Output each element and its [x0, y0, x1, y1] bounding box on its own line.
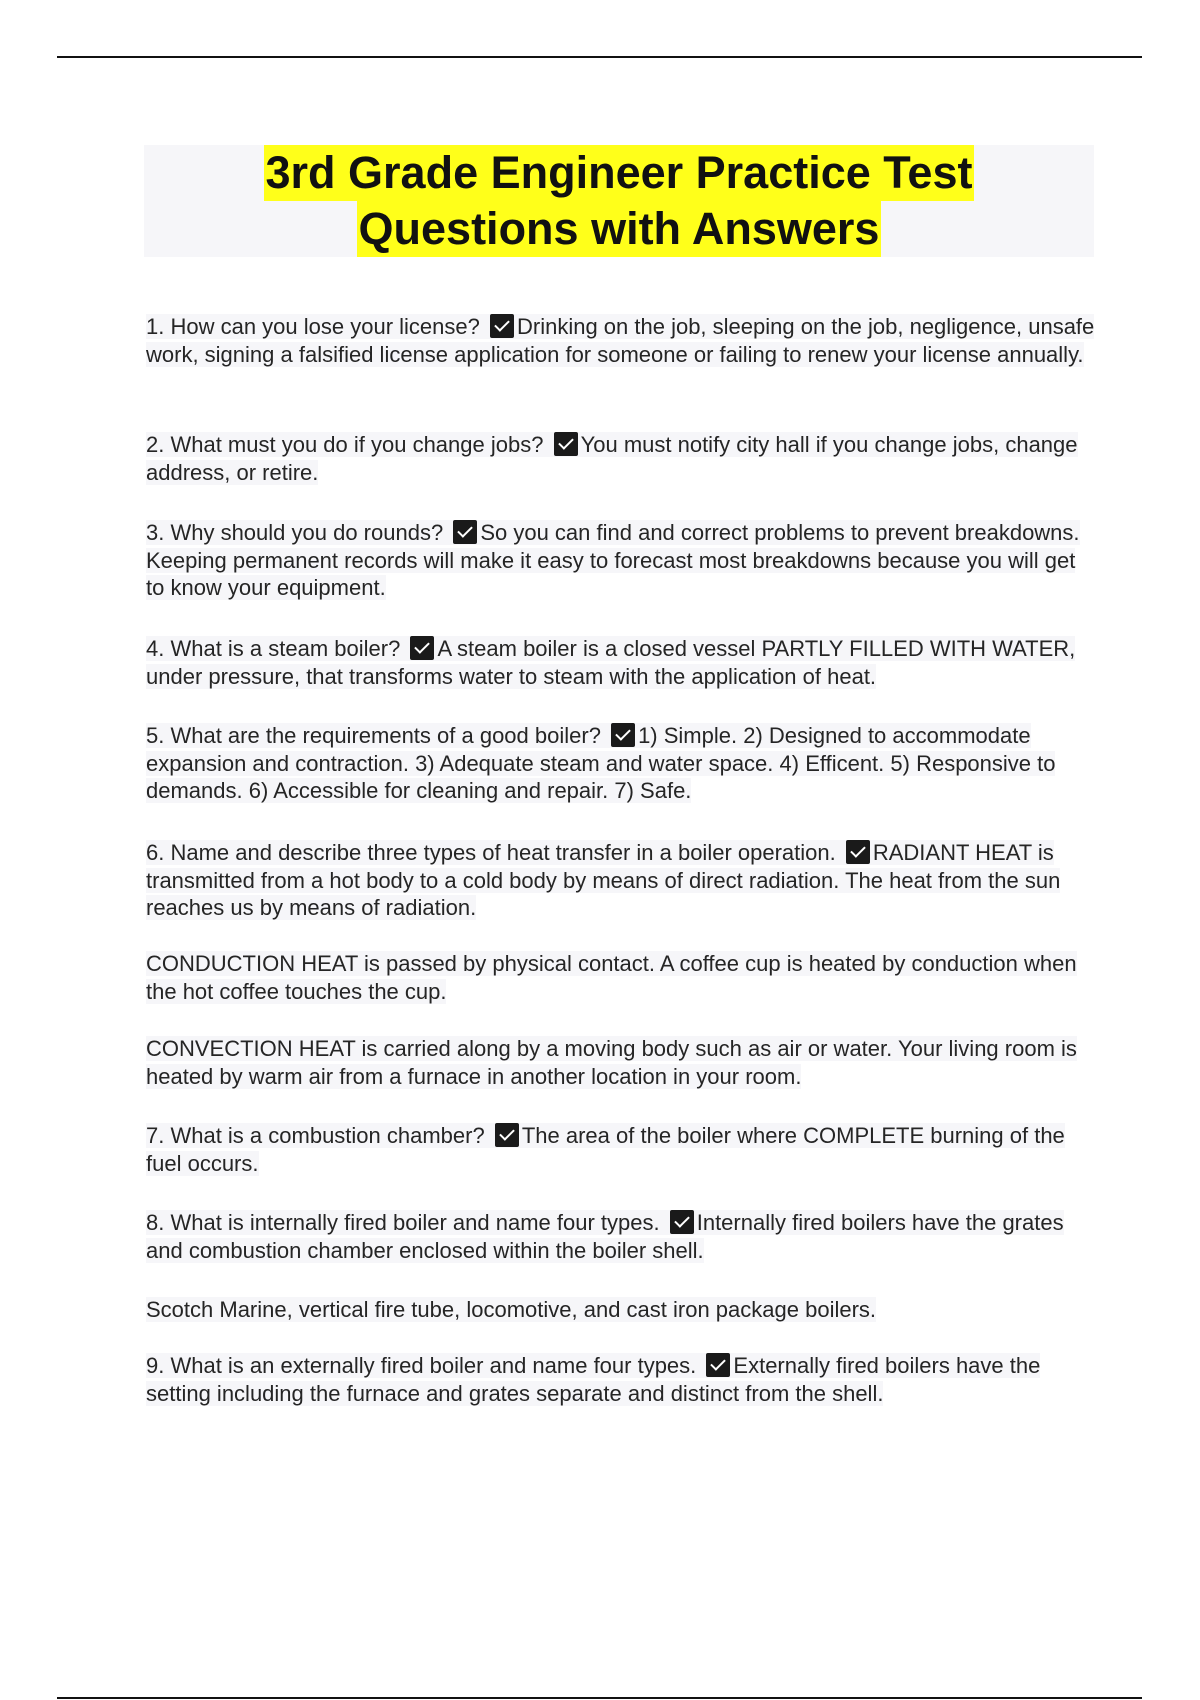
answer-text: RADIANT HEAT is transmitted from a hot body to a cold body by means of direct radiation. The heat from the sun reaches us by means of radiation.	[146, 840, 1061, 920]
qa-item-1	[146, 313, 1096, 368]
answer-text: Internally fired boilers have the grates and combustion chamber enclosed within the boiler shell.	[146, 1210, 1064, 1263]
answer-text: A steam boiler is a closed vessel PARTLY FILLED WITH WATER, under pressure, that transforms water to steam with the application of heat.	[146, 636, 1076, 689]
question-text: 3. Why should you do rounds?	[146, 520, 444, 545]
check-icon	[554, 432, 578, 456]
page-title-line1: 3rd Grade Engineer Practice Test	[264, 145, 975, 201]
check-icon	[670, 1210, 694, 1234]
question-text: 9. What is an externally fired boiler and name four types.	[146, 1353, 697, 1378]
question-text: 1. How can you lose your license?	[146, 314, 480, 339]
qa-item-2	[146, 431, 1096, 486]
answer-text: The area of the boiler where COMPLETE burning of the fuel occurs.	[146, 1123, 1065, 1176]
question-text: 4. What is a steam boiler?	[146, 636, 401, 661]
question-text: 2. What must you do if you change jobs?	[146, 432, 544, 457]
question-text: 7. What is a combustion chamber?	[146, 1123, 485, 1148]
check-icon	[611, 723, 635, 747]
paragraph-text: Scotch Marine, vertical fire tube, locomotive, and cast iron package boilers.	[146, 1297, 877, 1322]
check-icon	[490, 314, 514, 338]
question-text: 5. What are the requirements of a good boiler?	[146, 723, 601, 748]
question-text: 8. What is internally fired boiler and name four types.	[146, 1210, 660, 1235]
qa-item-8	[146, 1209, 1096, 1264]
check-icon	[846, 840, 870, 864]
question-text: 6. Name and describe three types of heat transfer in a boiler operation.	[146, 840, 836, 865]
qa-paragraph-conduction	[146, 950, 1096, 1005]
answer-text: You must notify city hall if you change jobs, change address, or retire.	[146, 432, 1078, 485]
check-icon	[453, 520, 477, 544]
check-icon	[410, 636, 434, 660]
qa-item-9	[146, 1352, 1096, 1407]
top-rule	[57, 56, 1142, 58]
qa-item-6	[146, 839, 1096, 922]
title-block	[144, 145, 1094, 257]
qa-paragraph-types	[146, 1296, 1096, 1324]
qa-item-3	[146, 519, 1096, 602]
page-title-line2: Questions with Answers	[357, 201, 882, 257]
paragraph-text: CONDUCTION HEAT is passed by physical contact. A coffee cup is heated by conduction when the hot coffee touches the cup.	[146, 951, 1077, 1004]
qa-item-7	[146, 1122, 1096, 1177]
answer-text: So you can find and correct problems to prevent breakdowns. Keeping permanent records will make it easy to forecast most breakdowns because you will get to know your equipment.	[146, 520, 1080, 600]
answer-text: Drinking on the job, sleeping on the job, negligence, unsafe work, signing a falsified license application for someone or failing to renew your license annually.	[146, 314, 1095, 367]
qa-paragraph-convection	[146, 1035, 1096, 1090]
answer-text: Externally fired boilers have the setting including the furnace and grates separate and distinct from the shell.	[146, 1353, 1041, 1406]
check-icon	[495, 1123, 519, 1147]
answer-text: 1) Simple. 2) Designed to accommodate expansion and contraction. 3) Adequate steam and water space. 4) Efficent. 5) Responsive to demands. 6) Accessible for cleaning and repair. 7) Safe.	[146, 723, 1056, 803]
paragraph-text: CONVECTION HEAT is carried along by a moving body such as air or water. Your living room is heated by warm air from a furnace in another location in your room.	[146, 1036, 1077, 1089]
qa-item-5	[146, 722, 1096, 805]
bottom-rule	[57, 1697, 1142, 1699]
qa-item-4	[146, 635, 1096, 690]
check-icon	[706, 1353, 730, 1377]
